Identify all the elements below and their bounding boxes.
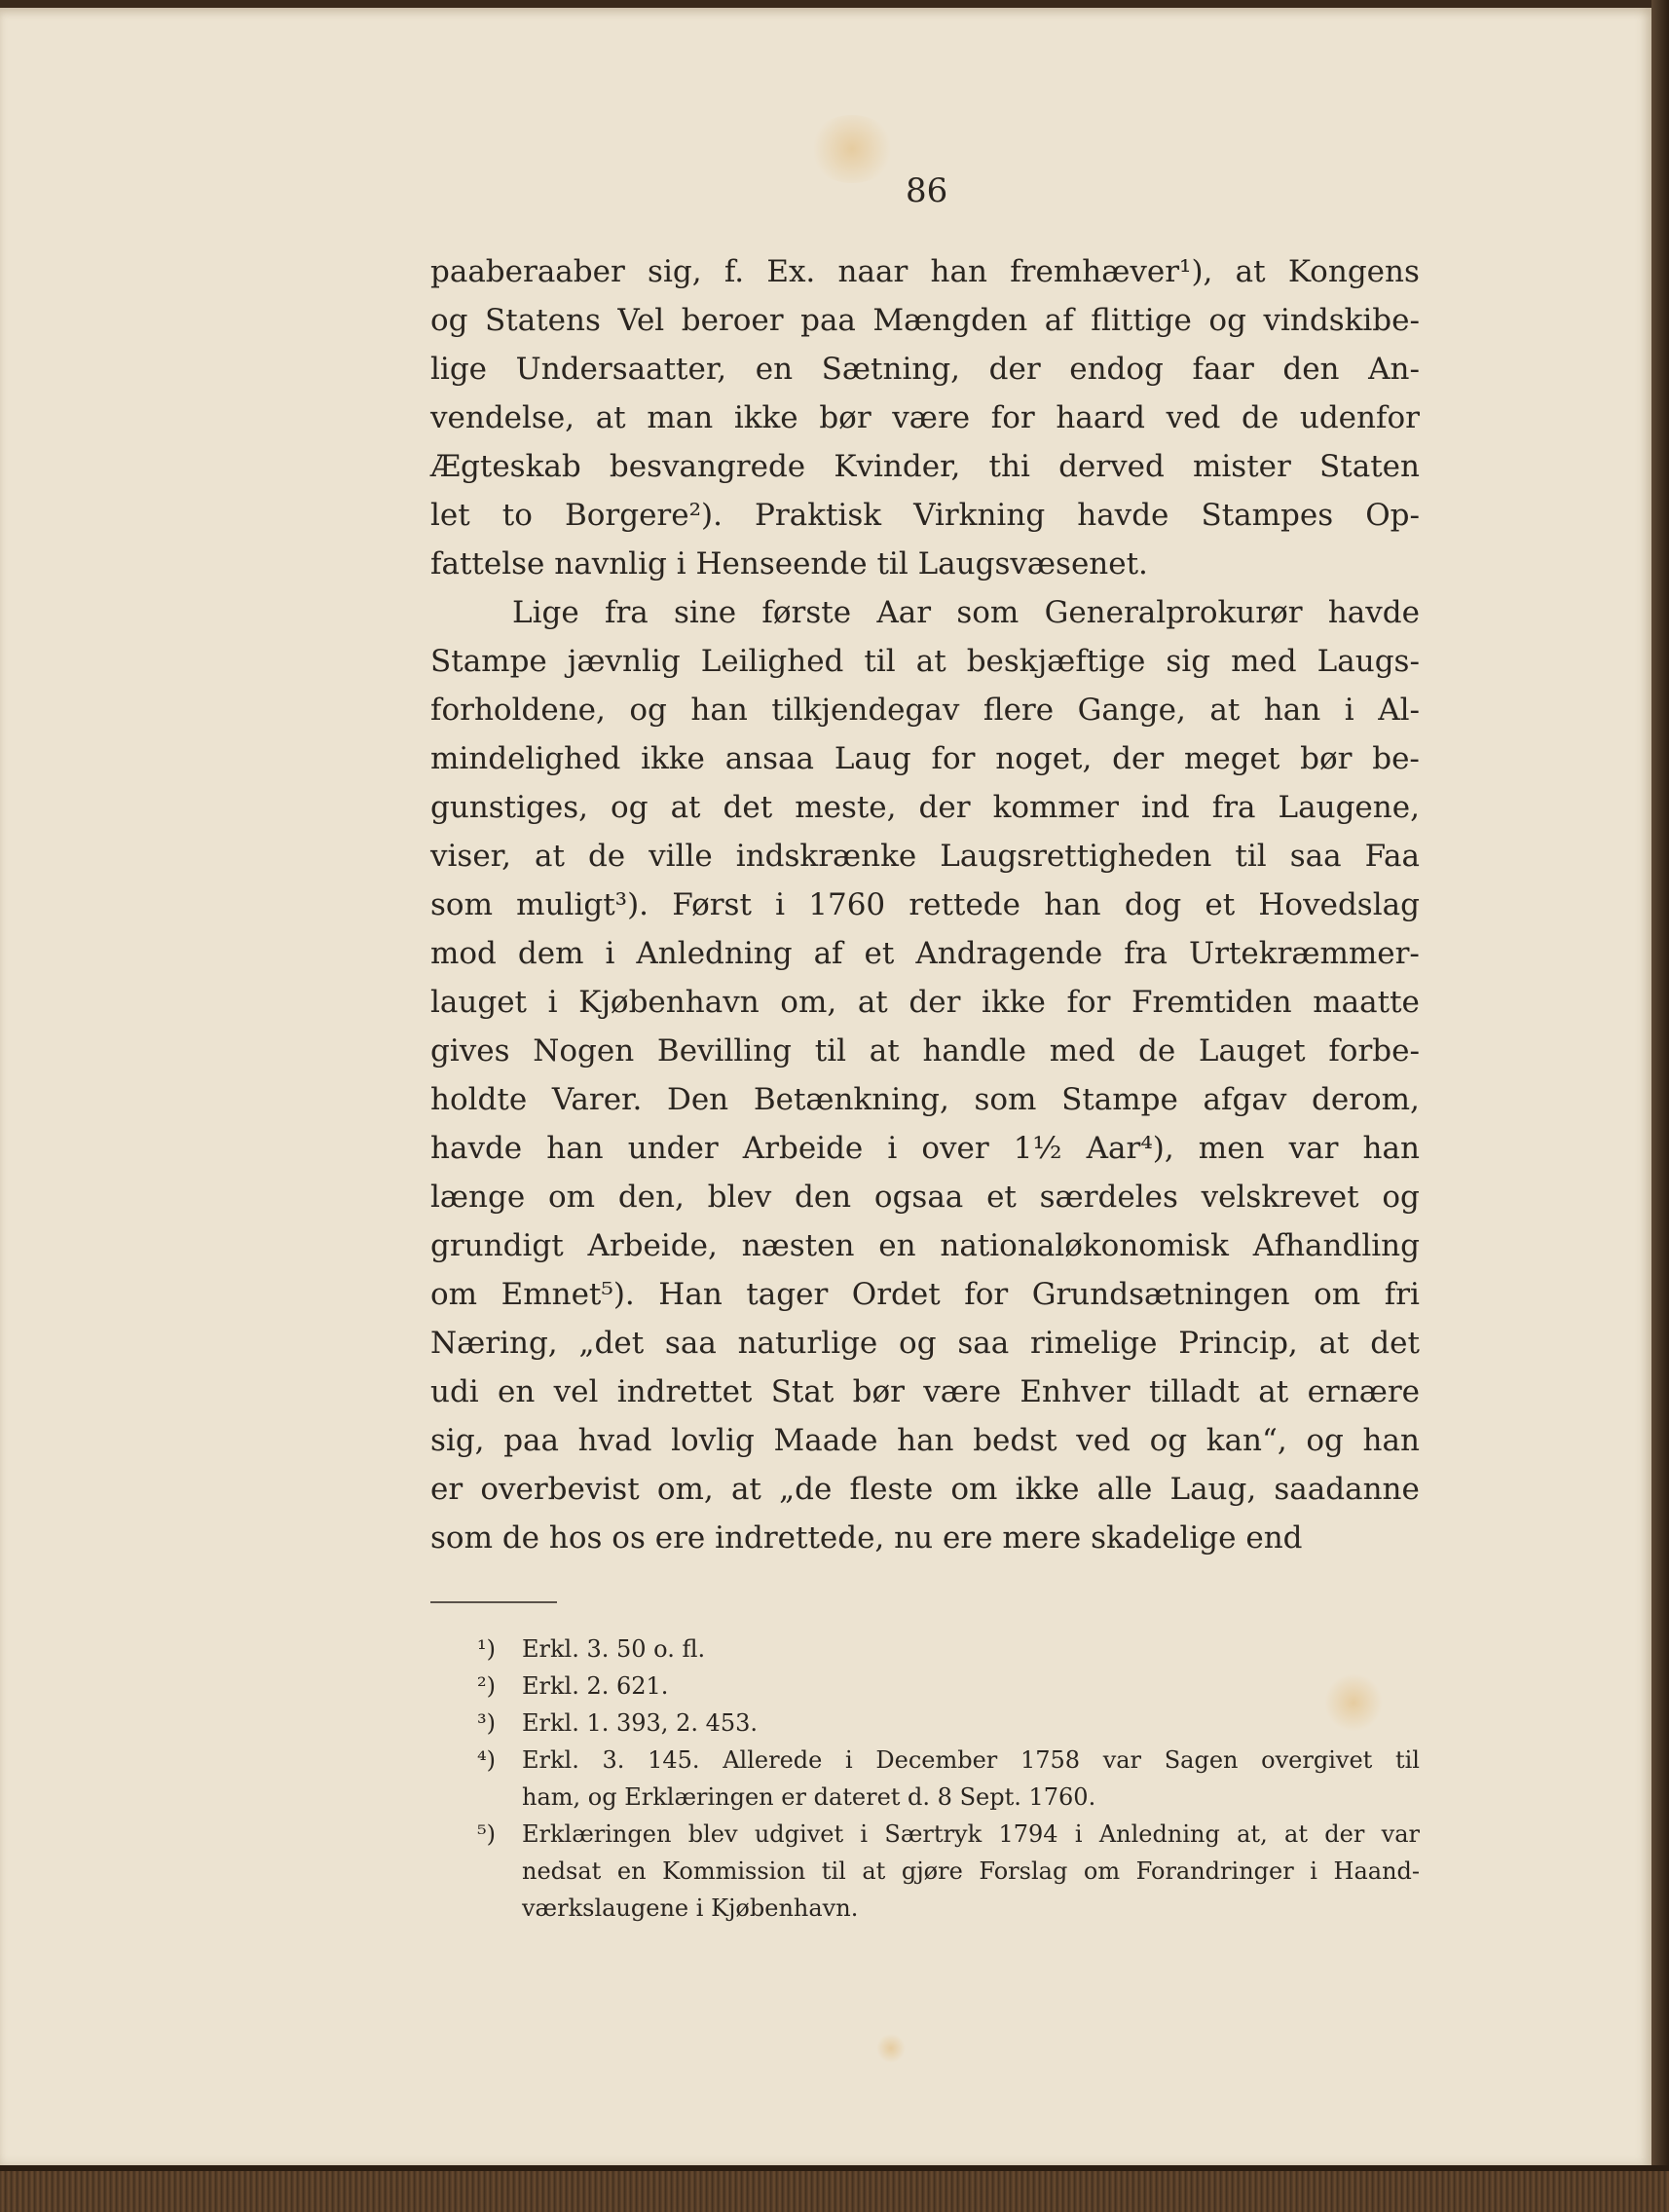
text-line: Stampe jævnlig Leilighed til at beskjæftige sig med Laugs- [430,644,1420,679]
footnote-line: nedsat en Kommission til at gjøre Forslag om Forandringer i Haand- [522,1857,1420,1885]
footnote-mark: ¹) [477,1635,496,1663]
text-line: forholdene, og han tilkjendegav flere Gange, at han i Al- [430,693,1420,728]
text-line: sig, paa hvad lovlig Maade han bedst ved og kan“, og han [430,1423,1420,1458]
text-line: Lige fra sine første Aar som Generalprokurør havde [512,595,1420,630]
footnote-line: ¹) Erkl. 3. 50 o. fl. [477,1631,1420,1668]
footnotes [477,1631,1420,1927]
footnote-line: ham, og Erklæringen er dateret d. 8 Sept. 1760. [522,1783,1096,1811]
page-stain [808,115,896,183]
text-line: Næring, „det saa naturlige og saa rimelige Princip, at det [430,1326,1420,1361]
text-line: lige Undersaatter, en Sætning, der endog faar den An- [430,352,1420,387]
text-line: lauget i Kjøbenhavn om, at der ikke for Fremtiden maatte [430,985,1420,1020]
footnote-line: ³) Erkl. 1. 393, 2. 453. [477,1705,1420,1742]
text-line: mindelighed ikke ansaa Laug for noget, der meget bør be- [430,741,1420,776]
footnote-divider [430,1601,557,1603]
text-line: længe om den, blev den ogsaa et særdeles velskrevet og [430,1180,1420,1215]
text-line: paaberaaber sig, f. Ex. naar han fremhæver¹), at Kongens [430,254,1420,289]
footnote-line: værkslaugene i Kjøbenhavn. [522,1894,859,1922]
footnote-line: ⁵) Erklæringen blev udgivet i Særtryk 1794 i Anledning at, at der var [477,1816,1420,1853]
footnote-line: ²) Erkl. 2. 621. [477,1668,1420,1705]
footnote-mark: ⁵) [477,1820,496,1848]
text-line: om Emnet⁵). Han tager Ordet for Grundsætningen om fri [430,1277,1420,1312]
text-line: fattelse navnlig i Henseende til Laugsvæsenet. [430,546,1148,581]
text-line: mod dem i Anledning af et Andragende fra Urtekræmmer- [430,936,1420,971]
text-line: holdte Varer. Den Betænkning, som Stampe afgav derom, [430,1082,1420,1117]
text-line: udi en vel indrettet Stat bør være Enhver tilladt at ernære [430,1374,1420,1409]
text-line: vendelse, at man ikke bør være for haard ved de udenfor [430,400,1420,435]
text-line: som de hos os ere indrettede, nu ere mere skadelige end [430,1520,1303,1556]
text-line: Ægteskab besvangrede Kvinder, thi derved mister Staten [430,449,1420,484]
text-line: viser, at de ville indskrænke Laugsrettigheden til saa Faa [430,839,1420,874]
text-line: som muligt³). Først i 1760 rettede han dog et Hovedslag [430,887,1420,922]
book-spine-edge [1651,0,1669,2212]
body-text [430,247,1420,1562]
text-line: gunstiges, og at det meste, der kommer ind fra Laugene, [430,790,1420,825]
footnote-mark: ⁴) [477,1746,496,1774]
text-line: havde han under Arbeide i over 1½ Aar⁴), men var han [430,1131,1420,1166]
page-stain [876,2034,906,2063]
page-bottom-edge [0,2165,1669,2171]
book-page [0,8,1651,2165]
text-line: er overbevist om, at „de fleste om ikke alle Laug, saadanne [430,1472,1420,1507]
text-line: og Statens Vel beroer paa Mængden af flittige og vindskibe- [430,303,1420,338]
text-line: grundigt Arbeide, næsten en nationaløkonomisk Afhandling [430,1228,1420,1263]
footnote-mark: ²) [477,1672,496,1700]
page-number: 86 [906,171,948,210]
book-cover-edge [0,2165,1669,2212]
text-line: let to Borgere²). Praktisk Virkning havde Stampes Op- [430,498,1420,533]
footnote-mark: ³) [477,1709,496,1737]
text-line: gives Nogen Bevilling til at handle med de Lauget forbe- [430,1033,1420,1069]
footnote-line: ⁴) Erkl. 3. 145. Allerede i December 1758 var Sagen overgivet til [477,1742,1420,1779]
